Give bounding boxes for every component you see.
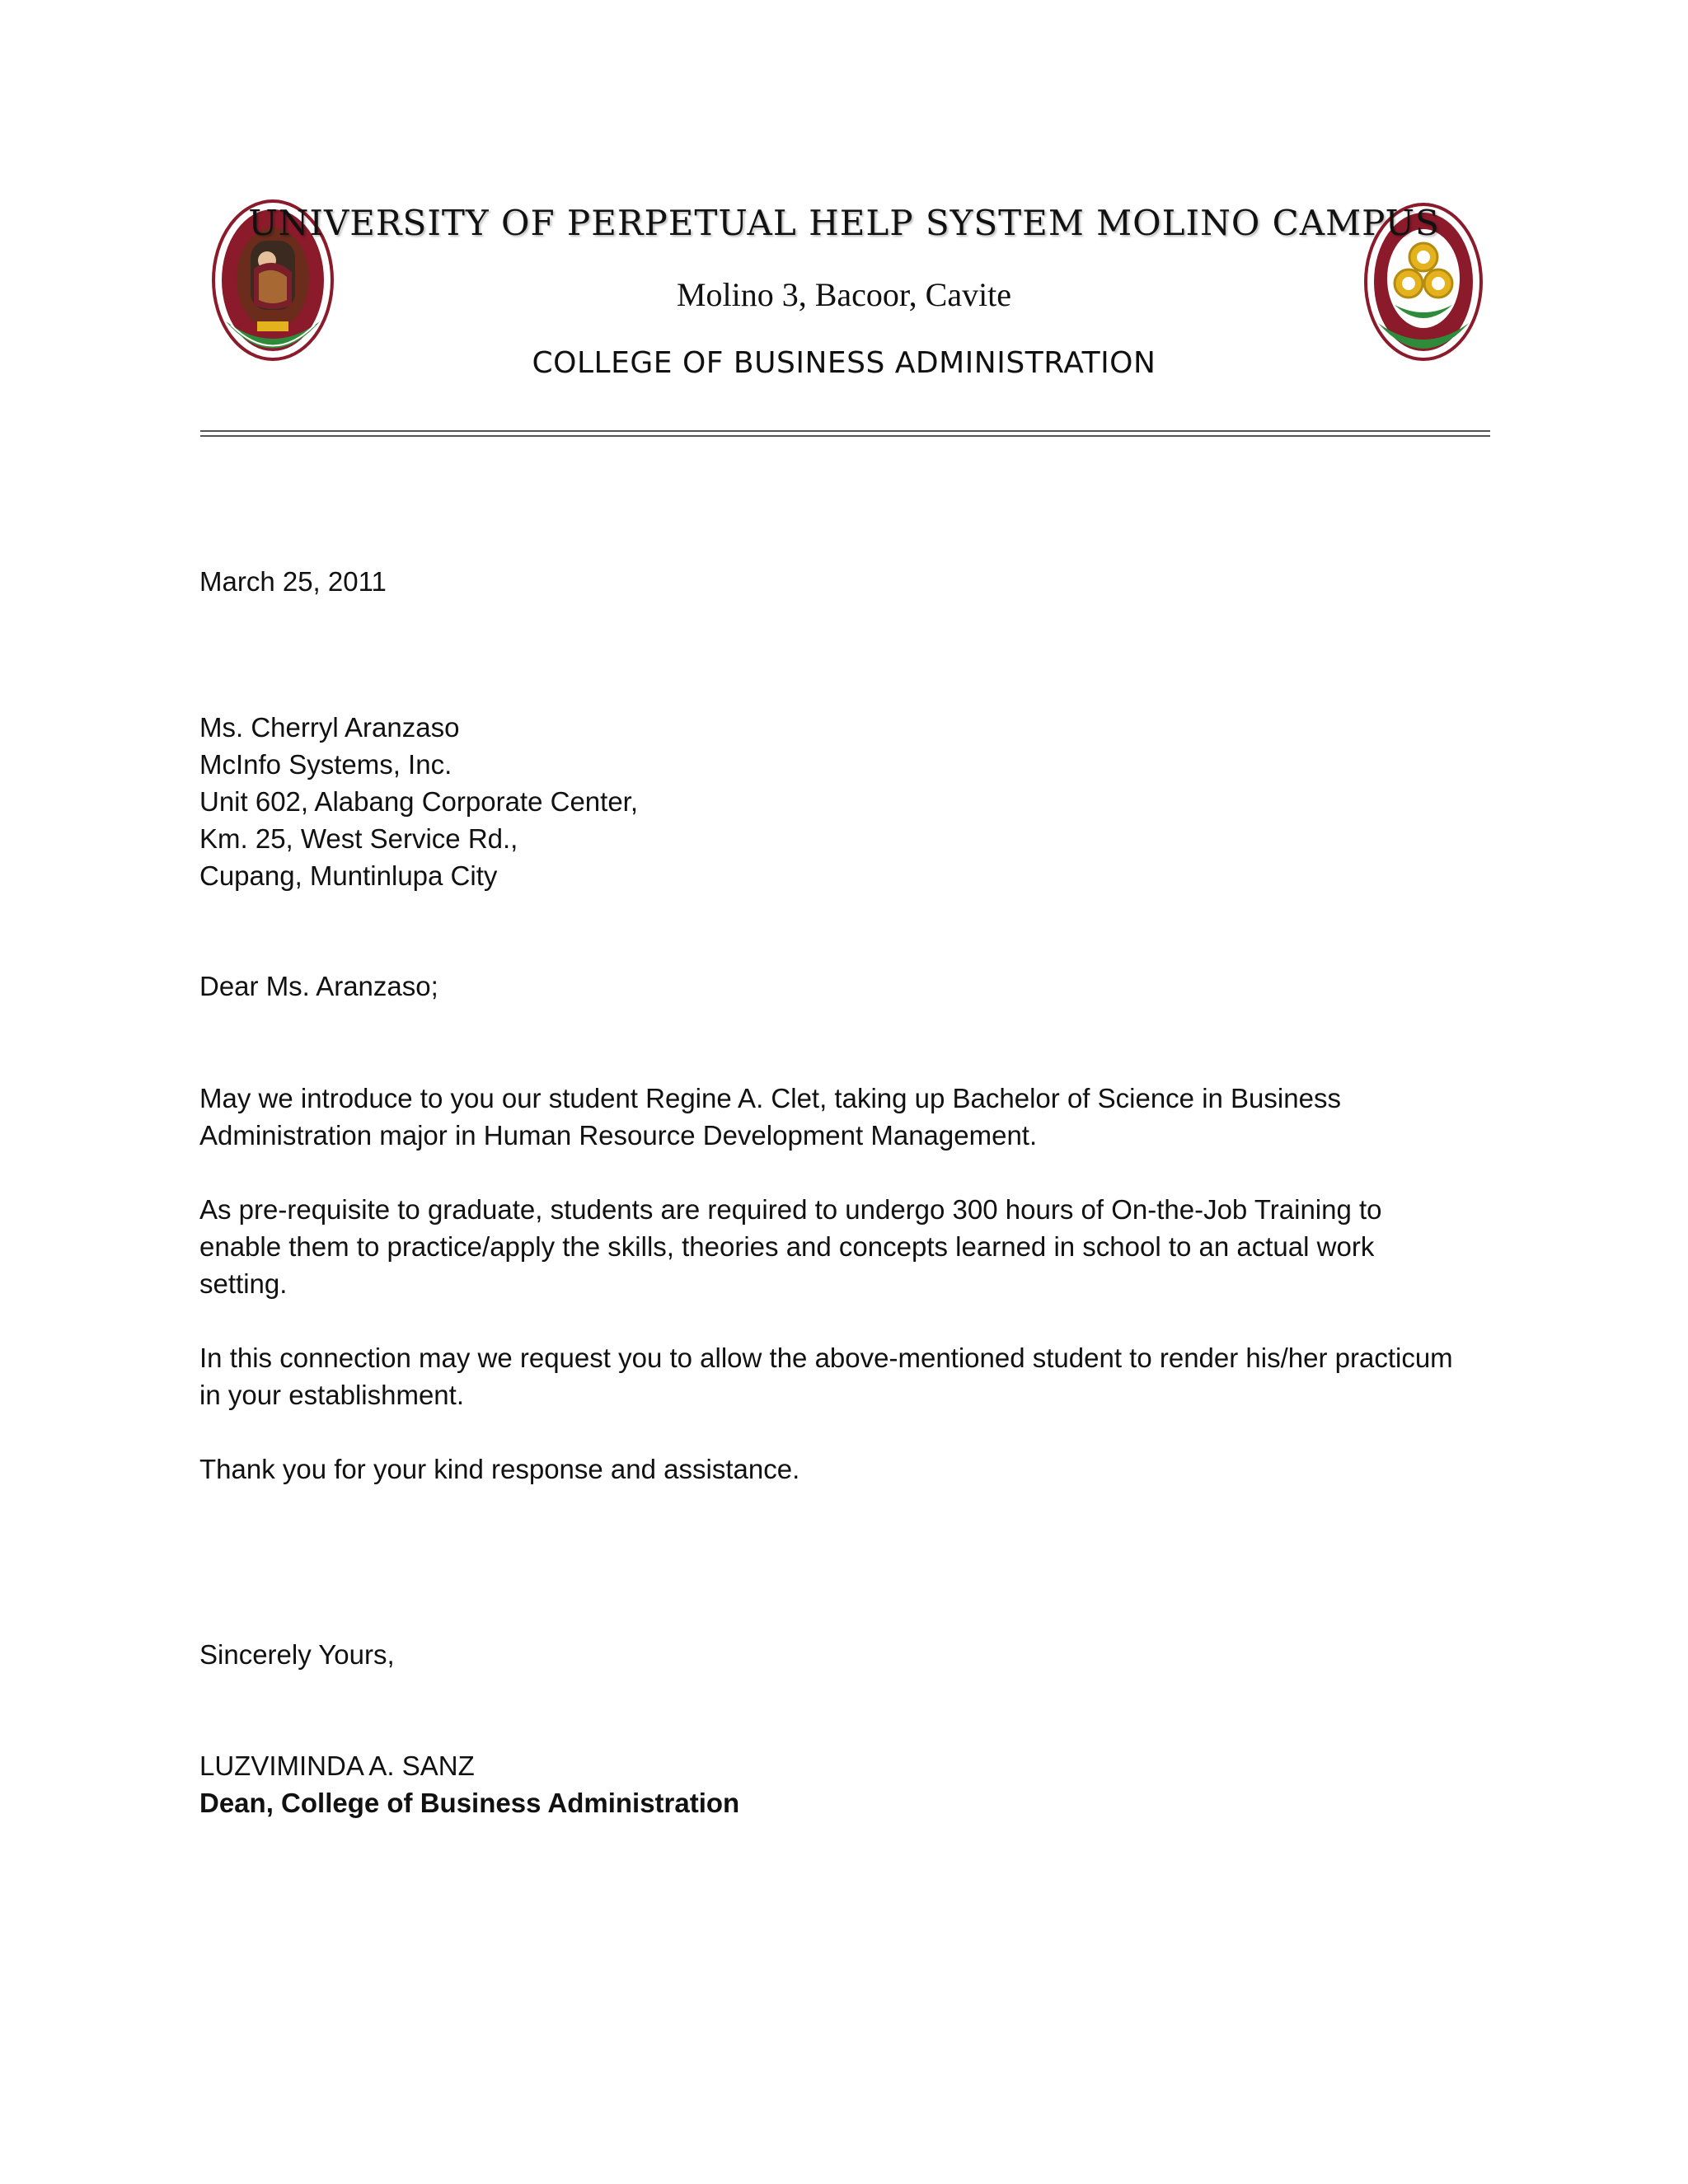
signer-name: LUZVIMINDA A. SANZ [199,1750,475,1781]
recipient-company: McInfo Systems, Inc. [199,749,452,780]
recipient-address-line: Km. 25, West Service Rd., [199,823,518,854]
letterhead [0,0,1688,462]
recipient-address-line: Unit 602, Alabang Corporate Center, [199,786,639,817]
salutation: Dear Ms. Aranzaso; [199,971,438,1001]
campus-address: Molino 3, Bacoor, Cavite [676,276,1012,313]
signer-title: Dean, College of Business Administration [199,1788,740,1818]
college-name: COLLEGE OF BUSINESS ADMINISTRATION [532,346,1156,380]
body-paragraph: As pre-requisite to graduate, students are required to undergo 300 hours of On-the-Job Training to enable them to practice/apply the skills, theories and concepts learned in school to an actual work setting. [199,1194,1382,1299]
letter-date: March 25, 2011 [199,566,387,597]
recipient-name: Ms. Cherryl Aranzaso [199,712,460,743]
university-name: UNIVERSITY OF PERPETUAL HELP SYSTEM MOLINO CAMPUS [248,203,1440,243]
recipient-city: Cupang, Muntinlupa City [199,860,498,891]
header-divider [200,430,1490,437]
recipient-address-block [199,709,638,894]
body-paragraph: Thank you for your kind response and assistance. [199,1454,800,1484]
body-paragraph: May we introduce to you our student Regine A. Clet, taking up Bachelor of Science in Business Administration major in Human Resource Development Management. [199,1083,1341,1151]
body-paragraph: In this connection may we request you to allow the above-mentioned student to render his/her practicum in your establishment. [199,1343,1453,1410]
closing: Sincerely Yours, [199,1639,395,1670]
